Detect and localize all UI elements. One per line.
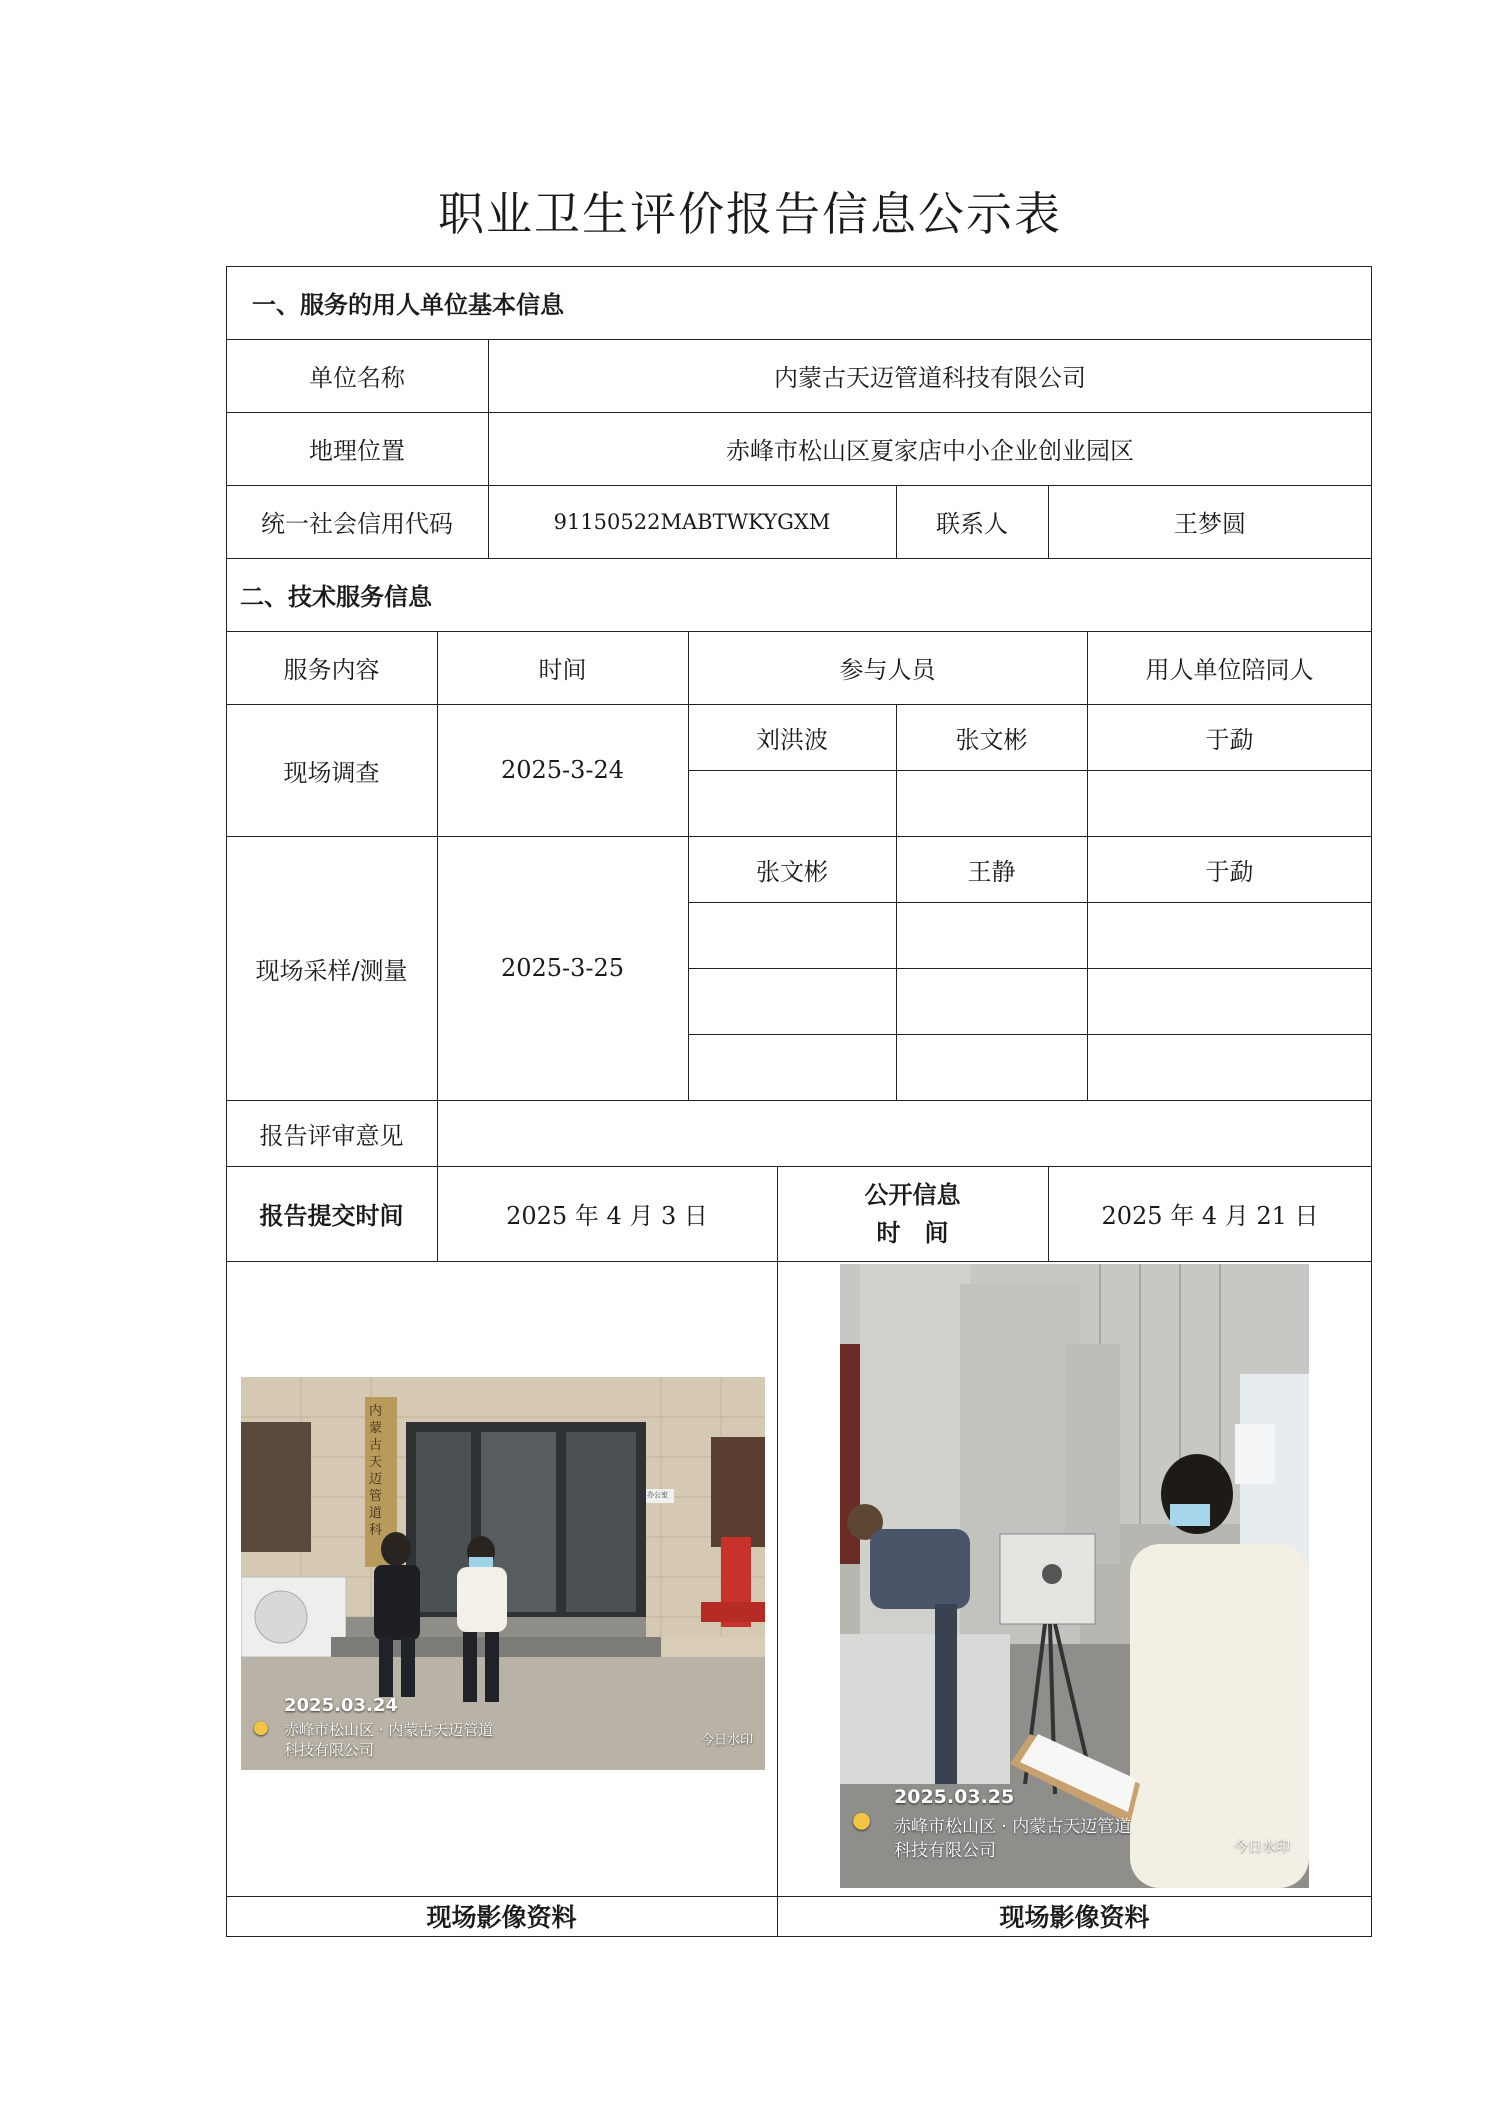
submit-label: 报告提交时间 <box>259 1202 404 1230</box>
unit-name-value: 内蒙古天迈管道科技有限公司 <box>774 364 1086 392</box>
sampling-staff-2: 王静 <box>967 857 1016 886</box>
row-divider <box>688 1034 1372 1035</box>
section1-heading: 一、服务的用人单位基本信息 <box>252 291 564 319</box>
caption-right: 现场影像资料 <box>999 1903 1150 1932</box>
publish-label <box>777 1166 1048 1261</box>
row-divider <box>688 770 1372 771</box>
location-pin-icon: ● <box>253 1717 269 1738</box>
location-pin-icon: ● <box>852 1808 872 1833</box>
unit-name-label: 单位名称 <box>309 364 405 392</box>
survey-date: 2025-3-24 <box>500 756 625 784</box>
sampling-label: 现场采样/测量 <box>255 956 408 985</box>
col-service-header: 服务内容 <box>283 656 380 684</box>
contact-label: 联系人 <box>936 510 1008 538</box>
photo-right-place-1: 赤峰市松山区 · 内蒙古天迈管道 <box>894 1817 1132 1837</box>
location-value: 赤峰市松山区夏家店中小企业创业园区 <box>726 437 1134 465</box>
sampling-companion: 于勐 <box>1205 857 1254 886</box>
contact-value: 王梦圆 <box>1174 510 1246 538</box>
photo-right-place-2: 科技有限公司 <box>894 1841 996 1861</box>
publish-date: 2025 年 4 月 21 日 <box>1101 1202 1319 1230</box>
site-photo-left <box>241 1377 765 1770</box>
row-divider <box>688 968 1372 969</box>
table-border-bottom <box>226 1936 1372 1937</box>
sampling-date: 2025-3-25 <box>500 954 625 982</box>
row-divider <box>226 1261 1372 1262</box>
row-divider <box>688 902 1372 903</box>
photo-right-brand: 今日水印 <box>1234 1839 1290 1855</box>
page-title: 职业卫生评价报告信息公示表 <box>438 187 1062 241</box>
photo-left-place-2: 科技有限公司 <box>284 1741 375 1759</box>
site-photo-right <box>840 1264 1309 1888</box>
col-time-header: 时间 <box>538 656 587 684</box>
col-staff-header: 参与人员 <box>839 656 936 684</box>
survey-label: 现场调查 <box>283 758 380 787</box>
col-divider <box>777 1166 778 1936</box>
photo-left-brand: 今日水印 <box>701 1733 754 1748</box>
photo-left-place-1: 赤峰市松山区 · 内蒙古天迈管道 <box>284 1721 494 1739</box>
credit-code-value: 91150522MABTWKYGXM <box>553 509 831 534</box>
review-label: 报告评审意见 <box>259 1121 404 1150</box>
section2-heading: 二、技术服务信息 <box>240 583 432 611</box>
publish-label-line2: 时 间 <box>876 1218 949 1247</box>
sampling-staff-1: 张文彬 <box>756 857 828 886</box>
photo-right-date: 2025.03.25 <box>894 1786 1015 1808</box>
photo-left-office-sign: 办公室 <box>647 1491 668 1499</box>
photo-left-building-sign: 内蒙古天迈管道科 <box>369 1404 383 1538</box>
survey-staff-1: 刘洪波 <box>756 725 828 754</box>
submit-date: 2025 年 4 月 3 日 <box>506 1202 708 1230</box>
caption-left: 现场影像资料 <box>426 1903 577 1932</box>
col-companion-header: 用人单位陪同人 <box>1145 656 1314 684</box>
survey-staff-2: 张文彬 <box>955 725 1028 754</box>
publish-label-line1: 公开信息 <box>864 1180 961 1209</box>
survey-companion: 于勐 <box>1205 725 1254 754</box>
photo-left-date: 2025.03.24 <box>284 1695 398 1716</box>
location-label: 地理位置 <box>309 437 405 465</box>
credit-code-label: 统一社会信用代码 <box>261 510 453 538</box>
review-value <box>437 1100 1372 1166</box>
